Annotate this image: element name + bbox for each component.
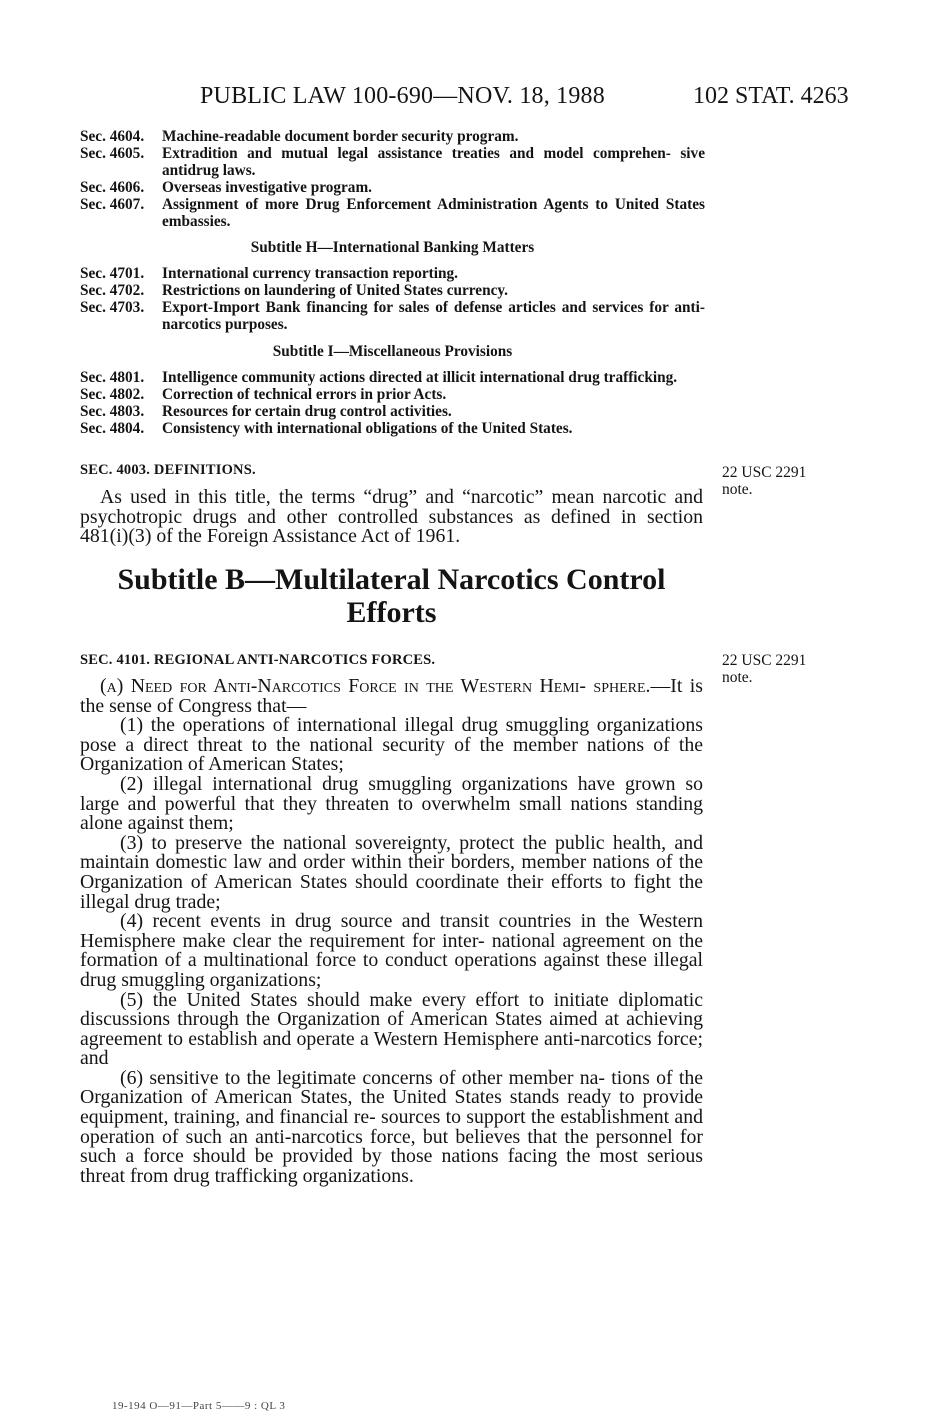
toc-sec-title: Machine-readable document border security program. (162, 128, 519, 145)
subtitle-b-line1: Subtitle B—Multilateral Narcotics Control (117, 563, 666, 596)
toc-item (80, 403, 705, 420)
toc-item (80, 265, 705, 282)
toc-sec-title: Consistency with international obligations of the United States. (162, 420, 573, 437)
toc-sec-number: Sec. 4701. (80, 265, 145, 282)
paragraph-3: (3) to preserve the national sovereignty, protect the public health, and maintain domestic law and order within their borders, member nations of the Organization of American States should coordinate their efforts to fight the illegal drug trade; (80, 831, 703, 913)
running-header: PUBLIC LAW 100-690—NOV. 18, 1988 (200, 83, 605, 109)
toc-subtitle-h: Subtitle H—International Banking Matters (250, 239, 535, 256)
margin-note-label: note. (722, 481, 753, 498)
toc-sec-title: Correction of technical errors in prior Acts. (162, 386, 447, 403)
subsection-a-label: (a) Need for Anti-Narcotics Force in the Western Hemi- sphere. (100, 675, 651, 697)
subtitle-b-line2: Efforts (346, 596, 437, 629)
printer-footer: 19-194 O—91—Part 5——9 : QL 3 (112, 1400, 286, 1412)
toc-sec-number: Sec. 4802. (80, 386, 145, 403)
subtitle-b-heading (80, 563, 703, 629)
subsection-a-intro: —It is the sense of Congress that— (80, 675, 703, 717)
toc-sec-number: Sec. 4606. (80, 179, 145, 196)
toc-sec-number: Sec. 4803. (80, 403, 145, 420)
toc-item (80, 386, 705, 403)
toc-subtitle-i: Subtitle I—Miscellaneous Provisions (272, 343, 513, 360)
section-4101-body (80, 677, 703, 1186)
margin-note-label: note. (722, 669, 753, 686)
toc-sec-title: Export-Import Bank financing for sales of defense articles and services for anti-narcotics purposes. (162, 299, 705, 333)
toc-sec-number: Sec. 4607. (80, 196, 145, 213)
toc-item (80, 128, 705, 145)
section-4101-heading: SEC. 4101. REGIONAL ANTI-NARCOTICS FORCES. (80, 652, 436, 668)
toc-item (80, 196, 705, 230)
toc-sec-number: Sec. 4702. (80, 282, 145, 299)
toc-item (80, 145, 705, 179)
paragraph-5: (5) the United States should make every effort to initiate diplomatic discussions through the Organization of American States aimed at achieving agreement to establish and operate a Western Hemisphere anti-narcotics force; and (80, 988, 703, 1070)
section-4003-margin-note (722, 464, 832, 498)
toc-sec-number: Sec. 4604. (80, 128, 145, 145)
paragraph-2: (2) illegal international drug smuggling organizations have grown so large and powerful that they threaten to overwhelm small nations standing alone against them; (80, 772, 703, 835)
toc-sec-number: Sec. 4703. (80, 299, 145, 316)
toc-item (80, 420, 705, 437)
toc-sec-number: Sec. 4804. (80, 420, 145, 437)
toc-sec-title: Overseas investigative program. (162, 179, 373, 196)
toc-item (80, 299, 705, 333)
toc-sec-title: Extradition and mutual legal assistance treaties and model comprehen- sive antidrug laws. (162, 145, 705, 179)
toc-sec-number: Sec. 4605. (80, 145, 145, 162)
section-4003-text: As used in this title, the terms “drug” and “narcotic” mean narcotic and psychotropic drugs and other controlled substances as defined in section 481(i)(3) of the Foreign Assistance Act of 1961. (80, 486, 703, 548)
toc-sec-title: Assignment of more Drug Enforcement Administration Agents to United States embassies. (162, 196, 705, 230)
toc-sec-number: Sec. 4801. (80, 369, 145, 386)
stat-page-number: 102 STAT. 4263 (693, 83, 849, 109)
toc-item (80, 369, 705, 386)
toc-item (80, 179, 705, 196)
toc-sec-title: Intelligence community actions directed at illicit international drug trafficking. (162, 369, 678, 386)
margin-note-citation: 22 USC 2291 (722, 464, 807, 481)
toc-sec-title: International currency transaction reporting. (162, 265, 458, 282)
subsection-a (80, 677, 703, 716)
paragraph-4: (4) recent events in drug source and transit countries in the Western Hemisphere make clear the requirement for inter- national agreement on the formation of a multinational force to conduct operations against these illegal drug smuggling organizations; (80, 910, 703, 991)
paragraph-1: (1) the operations of international illegal drug smuggling organizations pose a direct threat to the national security of the member nations of the Organization of American States; (80, 714, 703, 776)
toc-item (80, 282, 705, 299)
toc-sec-title: Resources for certain drug control activities. (162, 403, 452, 420)
section-4101-margin-note (722, 652, 832, 686)
margin-note-citation: 22 USC 2291 (722, 652, 807, 669)
toc-sec-title: Restrictions on laundering of United States currency. (162, 282, 509, 299)
paragraph-6: (6) sensitive to the legitimate concerns of other member na- tions of the Organization of American States, the United States stands ready to provide equipment, training, and financial re- sources to support the establishment and operation of such an anti-narcotics force, but believes that the personnel for such a force should be provided by those nations facing the most serious threat from drug trafficking organizations. (80, 1066, 703, 1187)
section-4003-heading: SEC. 4003. DEFINITIONS. (80, 462, 256, 478)
table-of-contents (80, 128, 705, 437)
